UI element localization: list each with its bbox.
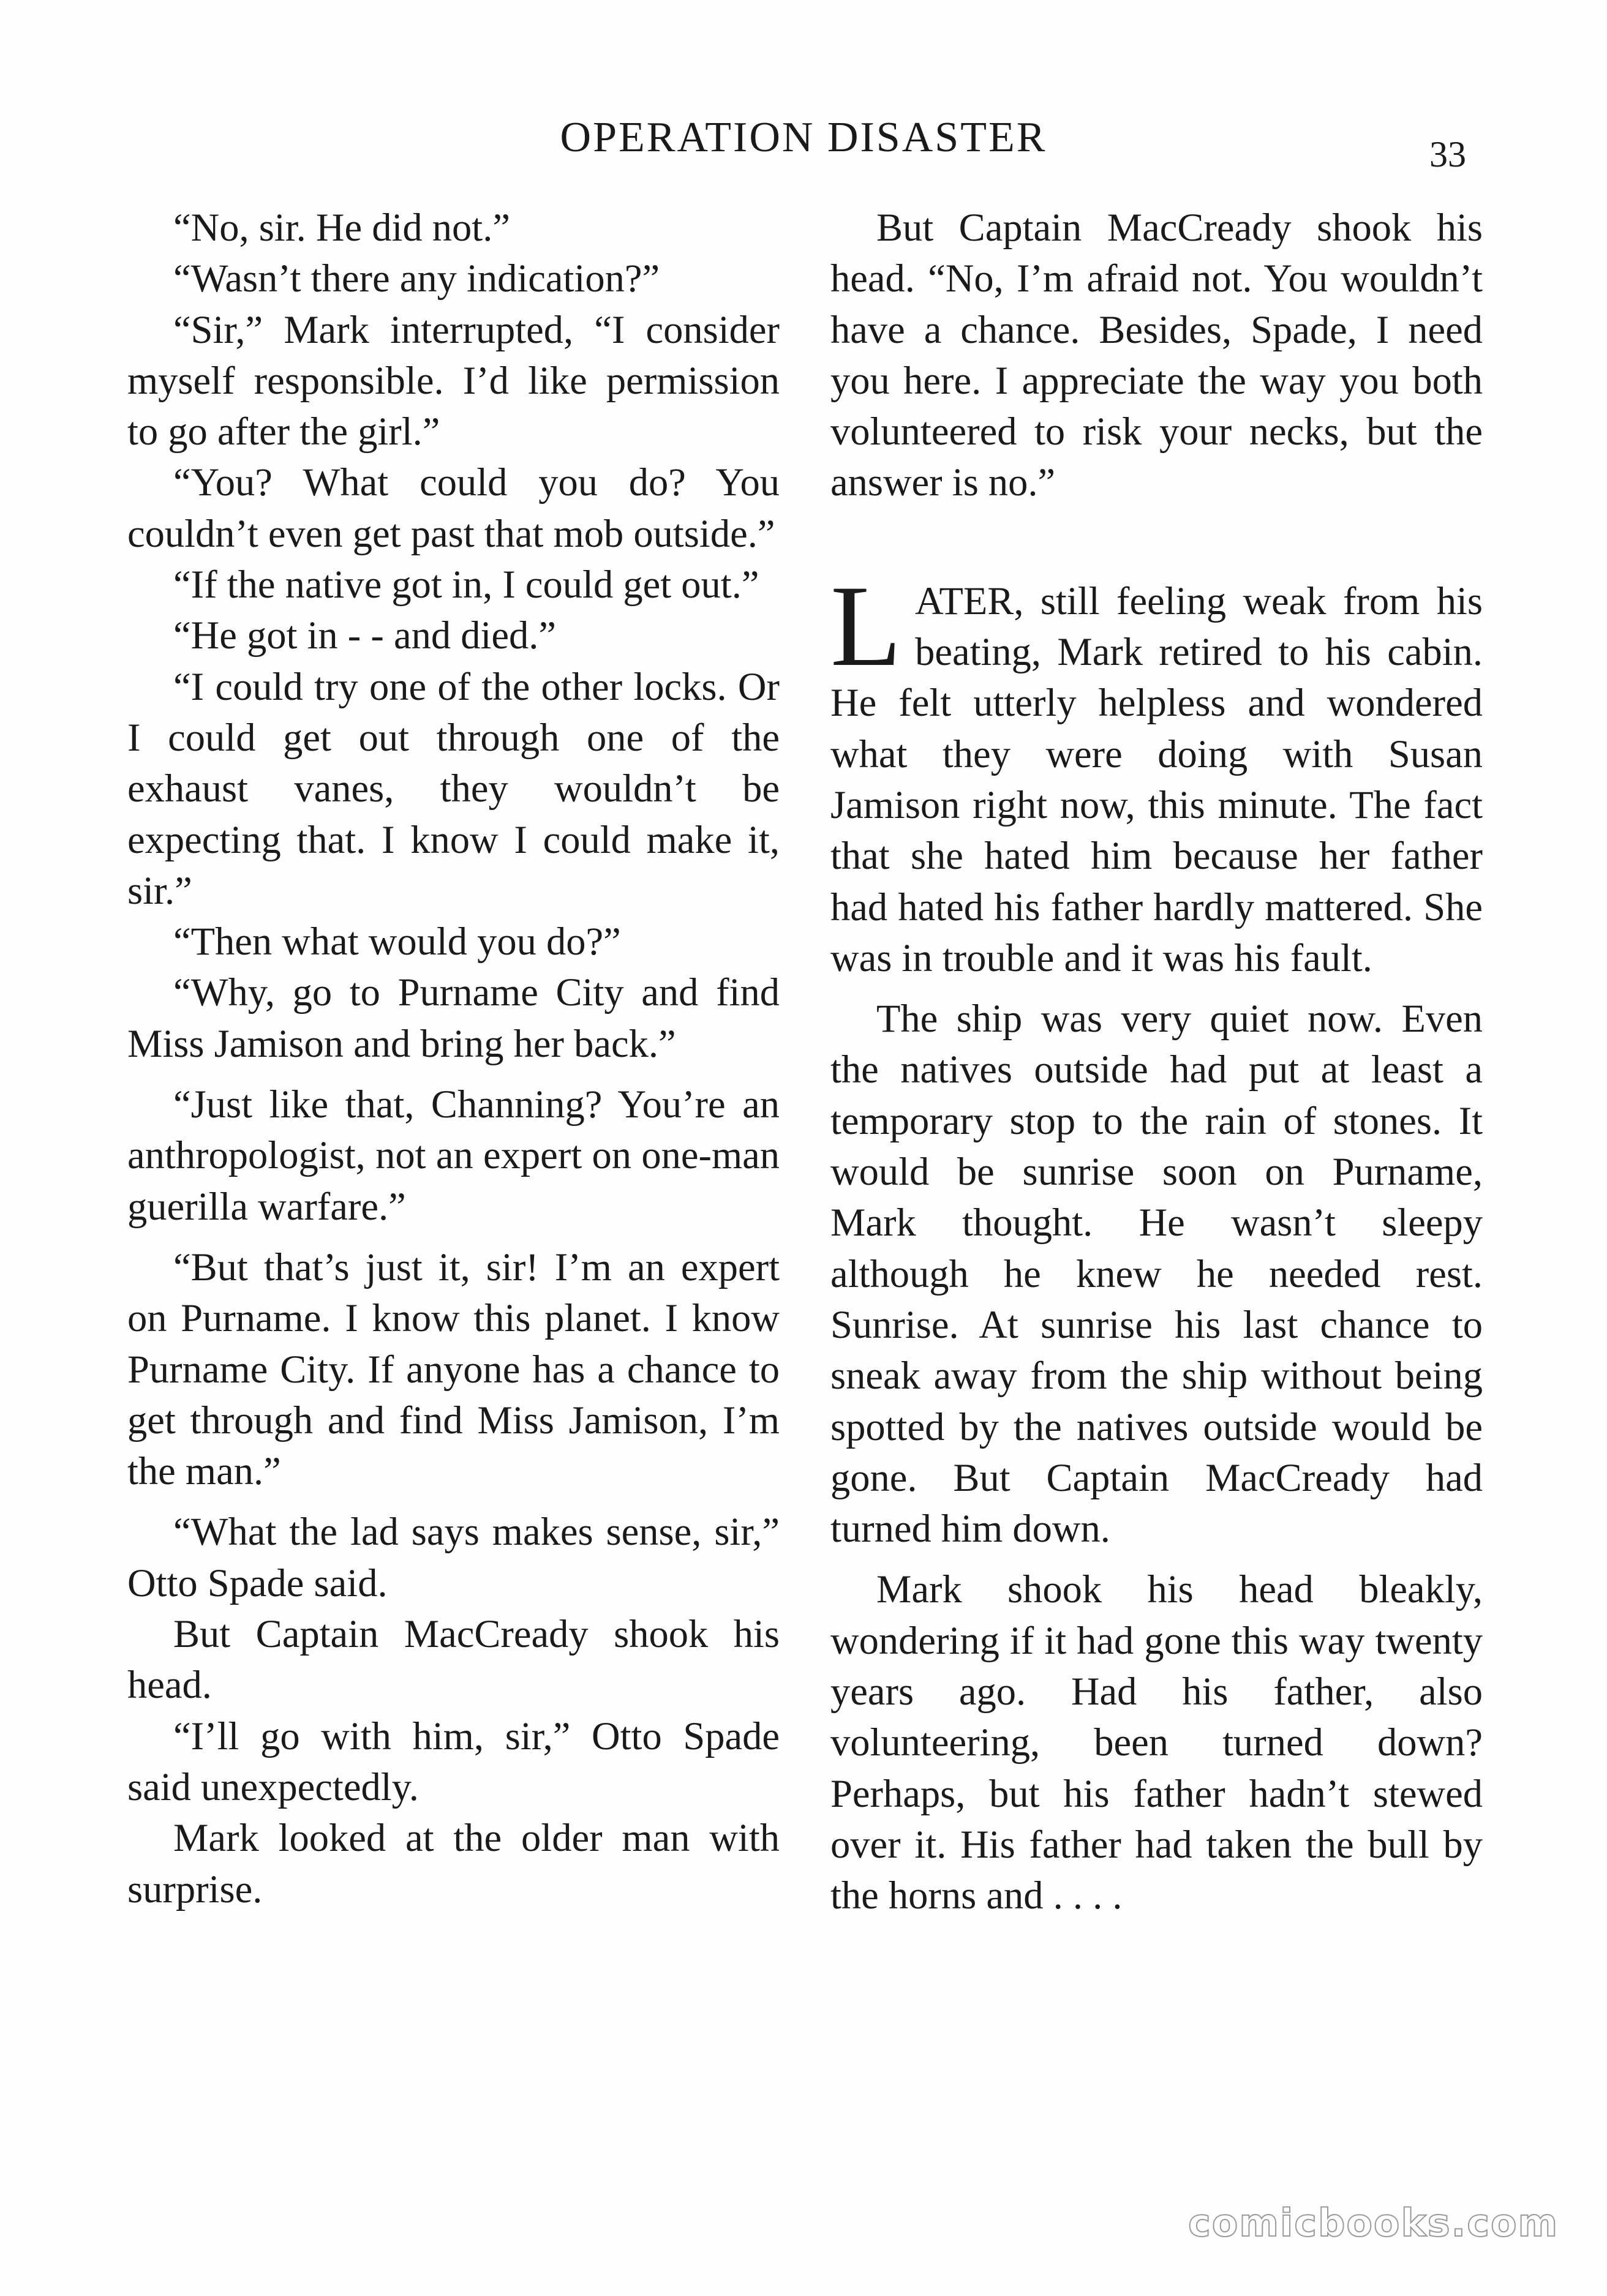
right-column <box>830 202 1483 1921</box>
paragraph: “If the native got in, I could get out.” <box>173 563 759 607</box>
section-opening-paragraph <box>830 561 1483 983</box>
paragraph: But Captain MacCready shook his head. <box>127 1612 780 1707</box>
left-column <box>127 202 780 1915</box>
paragraph: “I’ll go with him, sir,” Otto Spade said unexpectedly. <box>127 1714 780 1809</box>
paragraph: “Sir,” Mark interrupted, “I consider myself responsible. I’d like permission to go after the girl.” <box>127 307 780 454</box>
watermark-logo: comicbooks.com <box>1188 2200 1559 2245</box>
paragraph: But Captain MacCready shook his head. “No, I’m afraid not. You wouldn’t have a chance. Besides, Spade, I need you here. I appreciate the way you both volunteered to risk your necks, but the answer is no.” <box>830 206 1483 505</box>
paragraph: Mark looked at the older man with surprise. <box>127 1816 780 1911</box>
paragraph: “What the lad says makes sense, sir,” Otto Spade said. <box>127 1510 780 1605</box>
page-number: 33 <box>1429 134 1466 174</box>
paragraph: “Why, go to Purname City and find Miss Jamison and bring her back.” <box>127 970 780 1065</box>
paragraph: “I could try one of the other locks. Or I could get out through one of the exhaust vanes, they wouldn’t be expecting that. I know I could make it, sir.” <box>127 664 780 912</box>
paragraph: “He got in - - and died.” <box>173 613 557 658</box>
running-title: OPERATION DISASTER <box>560 114 1047 161</box>
paragraph-text: ATER, still feeling weak from his beating, Mark retired to his cabin. He felt utterly helpless and wondered what they were doing with Susan Jamison right now, this minute. The fact that she hated him because her father had hated his father hardly mattered. She was in trouble and it was his fault. <box>830 579 1483 980</box>
paragraph: “Then what would you do?” <box>173 920 621 964</box>
paragraph: “But that’s just it, sir! I’m an expert on Purname. I know this planet. I know Purname City. If anyone has a chance to get through and find Miss Jamison, I’m the man.” <box>127 1245 780 1493</box>
paragraph: “Wasn’t there any indication?” <box>173 257 660 301</box>
paragraph: Mark shook his head bleakly, wondering if it had gone this way twenty years ago. Had his father, also volunteering, been turned down? Perhaps, but his father hadn’t stewed over it. His father had taken the bull by the horns and . . . . <box>830 1567 1483 1918</box>
paragraph: “Just like that, Channing? You’re an anthropologist, not an expert on one-man guerilla warfare.” <box>127 1082 780 1228</box>
section-break <box>830 508 1483 576</box>
paragraph: “No, sir. He did not.” <box>173 206 510 249</box>
drop-cap: L <box>830 561 902 691</box>
paragraph: The ship was very quiet now. Even the natives outside had put at least a temporary stop to the rain of stones. It would be sunrise soon on Purname, Mark thought. He wasn’t sleepy although he knew he needed rest. Sunrise. At sunrise his last chance to sneak away from the ship without being spotted by the natives outside would be gone. But Captain MacCready had turned him down. <box>830 997 1483 1551</box>
paragraph: “You? What could you do? You couldn’t even get past that mob outside.” <box>127 460 780 555</box>
